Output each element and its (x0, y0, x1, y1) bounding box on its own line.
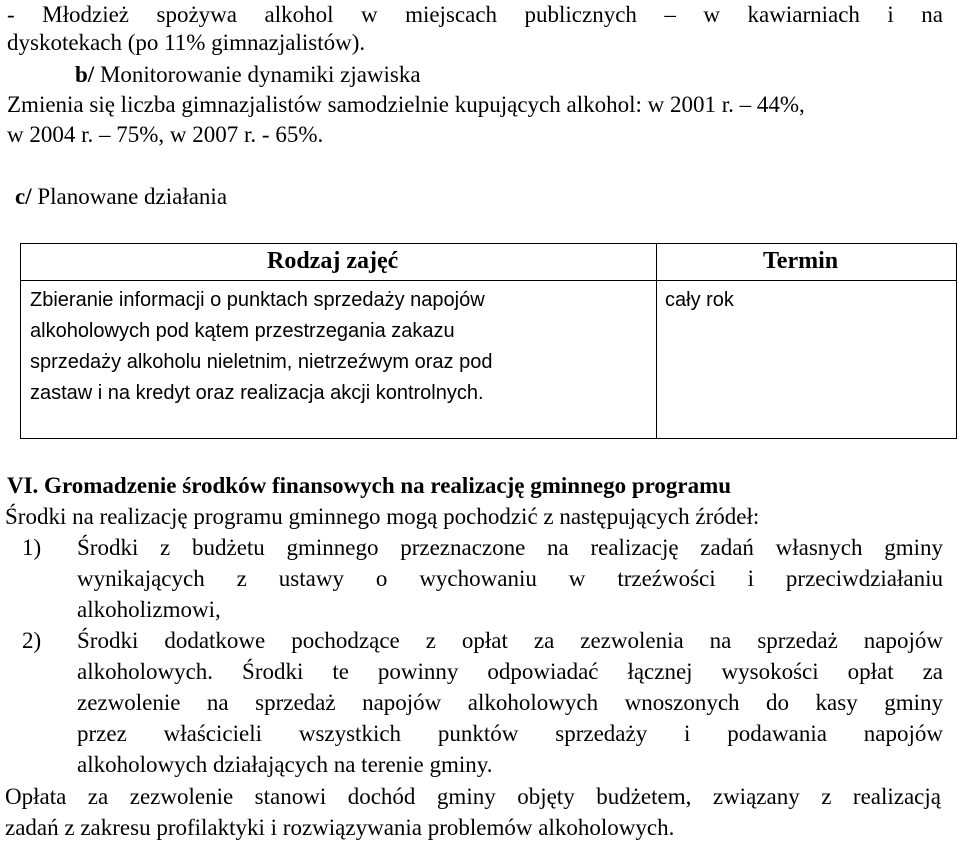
list-item-2-line-3: zezwolenie na sprzedaż napojów alkoholowych wnoszonych do kasy gminy (77, 690, 943, 715)
list-item-2-line-2: alkoholowych. Środki te powinny odpowiadać łącznej wysokości opłat za (77, 659, 943, 684)
section-vi-intro: Środki na realizację programu gminnego mogą pochodzić z następujących źródeł: (5, 504, 760, 529)
section-b-label: b/ (75, 62, 95, 87)
section-c-title: Planowane działania (37, 184, 228, 209)
section-b-text-line-2: w 2004 r. – 75%, w 2007 r. - 65%. (7, 122, 324, 147)
table-header-cell-term (656, 243, 957, 281)
list-item-2-line-4: przez właścicieli wszystkich punktów sprzedaży i podawania napojów (77, 721, 943, 746)
table-row-term: cały rok (665, 289, 734, 311)
table-header-cell-activity (20, 243, 657, 281)
intro-line-2: dyskotekach (po 11% gimnazjalistów). (7, 30, 366, 55)
table-row-activity-line-4: zastaw i na kredyt oraz realizacja akcji kontrolnych. (30, 382, 484, 404)
table-header-term: Termin (763, 248, 839, 274)
table-row-activity-line-1: Zbieranie informacji o punktach sprzedaży napojów (30, 289, 485, 311)
table-header-activity: Rodzaj zajęć (267, 248, 399, 274)
list-item-1-line-3: alkoholizmowi, (77, 597, 221, 622)
table-row-term-cell (656, 280, 957, 439)
table-row-activity-cell (20, 280, 657, 439)
list-item-1-line-2: wynikających z ustawy o wychowaniu w trzeźwości i przeciwdziałaniu (77, 566, 943, 591)
section-b-text-line-1: Zmienia się liczba gimnazjalistów samodzielnie kupujących alkohol: w 2001 r. – 44%, (7, 92, 805, 117)
section-vi-heading: VI. Gromadzenie środków finansowych na realizację gminnego programu (7, 473, 732, 498)
section-b-heading (75, 60, 421, 90)
list-item-1-number: 1) (22, 535, 42, 560)
section-c-heading (15, 182, 227, 212)
intro-line-1: - Młodzież spożywa alkohol w miejscach publicznych – w kawiarniach i na (7, 2, 943, 27)
section-c-label: c/ (15, 184, 32, 209)
closing-line-2: zadań z zakresu profilaktyki i rozwiązywania problemów alkoholowych. (5, 815, 675, 840)
list-item-2-number: 2) (22, 628, 42, 653)
table-row-activity-line-2: alkoholowych pod kątem przestrzegania zakazu (30, 320, 455, 342)
list-item-2-line-5: alkoholowych działających na terenie gminy. (77, 752, 493, 777)
table-row-activity-line-3: sprzedaży alkoholu nieletnim, nietrzeźwym oraz pod (30, 351, 493, 373)
closing-line-1: Opłata za zezwolenie stanowi dochód gminy objęty budżetem, związany z realizacją (5, 784, 941, 809)
section-b-title: Monitorowanie dynamiki zjawiska (99, 62, 421, 87)
list-item-2-line-1: Środki dodatkowe pochodzące z opłat za zezwolenia na sprzedaż napojów (77, 628, 943, 653)
list-item-1-line-1: Środki z budżetu gminnego przeznaczone na realizację zadań własnych gminy (77, 535, 943, 560)
